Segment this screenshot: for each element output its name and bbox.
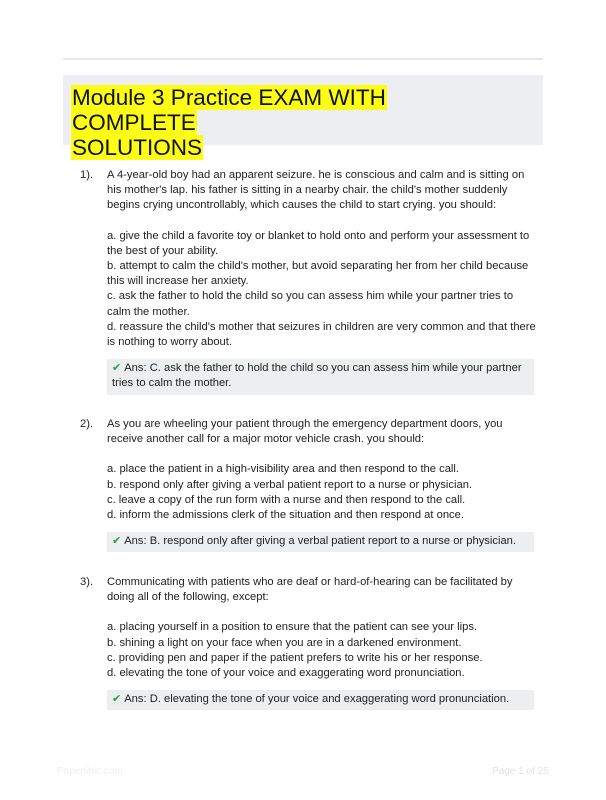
question-number: 2). [80, 418, 94, 430]
answer-box [107, 359, 534, 394]
question-1 [80, 168, 542, 395]
option-d: d. inform the admissions clerk of the situation and then respond at once. [107, 509, 464, 522]
page-title-line-2: SOLUTIONS [72, 135, 203, 160]
option-c: c. leave a copy of the run form with a nurse and then respond to the call. [107, 493, 466, 506]
header-divider [63, 58, 543, 60]
answer-box [107, 532, 534, 552]
question-body [107, 417, 539, 523]
question-2 [80, 417, 542, 552]
answer-text: Ans: D. elevating the tone of your voice and exaggerating word pronunciation. [124, 693, 510, 706]
check-icon: ✔ [112, 535, 122, 548]
page-indicator: Page 1 of 25 [492, 766, 549, 777]
answer-text: Ans: B. respond only after giving a verbal patient report to a nurse or physician. [124, 535, 516, 548]
option-a: a. placing yourself in a position to ensure that the patient can see your lips. [107, 621, 478, 634]
option-c: c. ask the father to hold the child so you can assess him while your partner tries to calm the mother. [107, 290, 514, 318]
option-a: a. give the child a favorite toy or blanket to hold onto and perform your assessment to the best of your ability. [107, 229, 530, 257]
option-a: a. place the patient in a high-visibility area and then respond to the call. [107, 463, 460, 476]
page-title [71, 85, 511, 160]
question-number: 3). [80, 576, 94, 588]
answer-text: Ans: C. ask the father to hold the child so you can assess him while your partner tries to calm the mother. [112, 362, 522, 390]
page-title-line-1: Module 3 Practice EXAM WITH COMPLETE [72, 85, 386, 135]
option-d: d. elevating the tone of your voice and exaggerating word pronunciation. [107, 667, 465, 680]
option-b: b. attempt to calm the child's mother, but avoid separating her from her child because this will increase her anxiety. [107, 260, 529, 288]
option-b: b. shining a light on your face when you are in a darkened environment. [107, 636, 462, 649]
option-b: b. respond only after giving a verbal patient report to a nurse or physician. [107, 478, 473, 491]
check-icon: ✔ [112, 693, 122, 706]
check-icon: ✔ [112, 362, 122, 375]
question-stem: As you are wheeling your patient through the emergency department doors, you receive another call for a major motor vehicle crash. you should: [107, 418, 503, 446]
footer-watermark: Paperlibic.com [57, 766, 123, 777]
option-d: d. reassure the child's mother that seizures in children are very common and that there is nothing to worry about. [107, 320, 536, 349]
question-stem: Communicating with patients who are deaf or hard-of-hearing can be facilitated by doing all of the following, except: [107, 576, 513, 604]
question-number: 1). [80, 169, 94, 181]
question-stem: A 4-year-old boy had an apparent seizure. he is conscious and calm and is sitting on his mother's lap. his father is sitting in a nearby chair. the child's mother suddenly begins crying uncontrollably, which causes the child to start crying. you should: [107, 169, 525, 212]
title-banner [63, 75, 543, 160]
question-3 [80, 575, 542, 710]
question-body [107, 168, 539, 350]
option-c: c. providing pen and paper if the patient prefers to write his or her response. [107, 651, 483, 664]
question-body [107, 575, 539, 681]
answer-box [107, 690, 534, 710]
